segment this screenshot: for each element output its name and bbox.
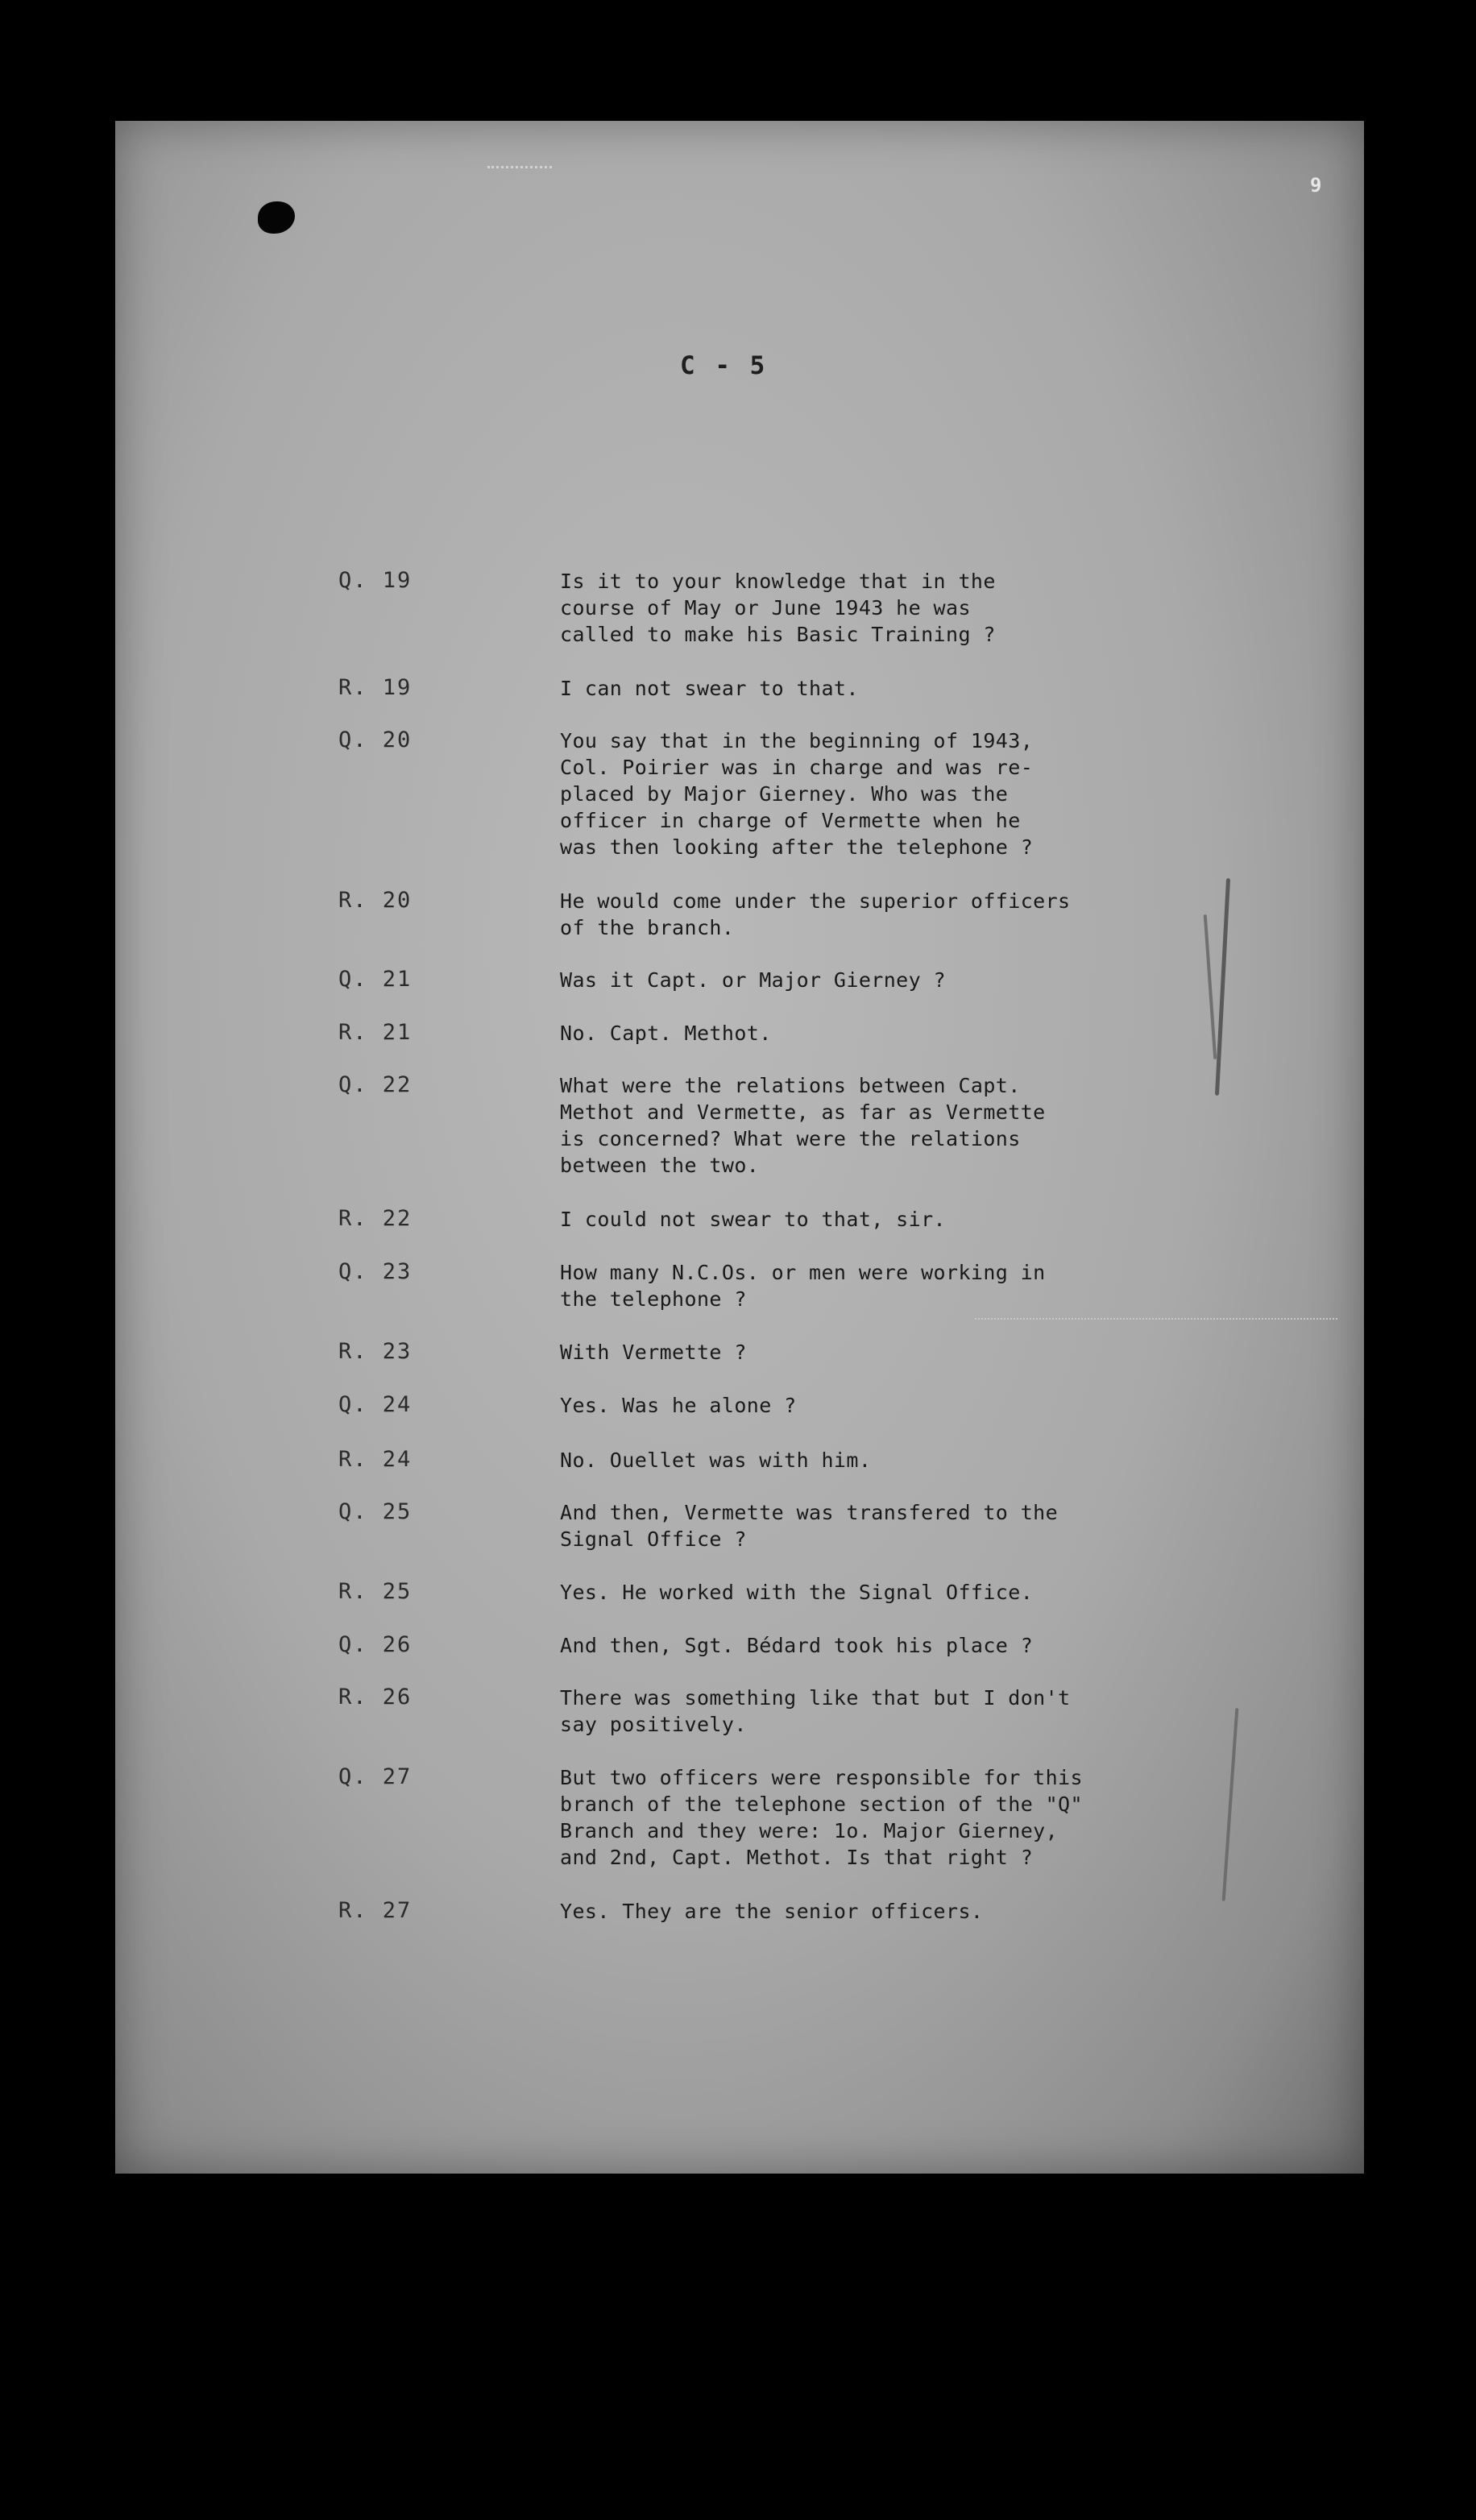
entry-label: Q. 23 — [338, 1259, 413, 1284]
entry-label: R. 23 — [338, 1339, 413, 1364]
frame-number: 9 — [1310, 174, 1322, 197]
entry-text: I can not swear to that. — [560, 677, 859, 700]
entry-label: Q. 19 — [338, 568, 413, 593]
page-title: C - 5 — [680, 351, 768, 380]
entry-label: Q. 20 — [338, 727, 413, 752]
entry-text: Yes. Was he alone ? — [560, 1394, 797, 1417]
entry-label: Q. 24 — [338, 1392, 413, 1417]
entry-text: But two officers were responsible for this branch of the telephone section of the "Q" Branch and they were: 1o. Major Gierney, and 2nd, Capt. Methot. Is that right ? — [560, 1766, 1083, 1869]
entry-label: Q. 25 — [338, 1499, 413, 1524]
entry-text: How many N.C.Os. or men were working in the telephone ? — [560, 1261, 1046, 1311]
entry-label: Q. 21 — [338, 967, 413, 992]
entry-text: There was something like that but I don't say positively. — [560, 1686, 1071, 1736]
entry-label: R. 26 — [338, 1685, 413, 1710]
entry-label: R. 24 — [338, 1447, 413, 1472]
entry-text: You say that in the beginning of 1943, Col. Poirier was in charge and was re- placed by Major Gierney. Who was the officer in charge of Vermette when he was then looking after the telephone ? — [560, 729, 1034, 859]
entry-text: Yes. He worked with the Signal Office. — [560, 1581, 1034, 1604]
entry-text: With Vermette ? — [560, 1341, 747, 1364]
entry-text: Yes. They are the senior officers. — [560, 1900, 984, 1923]
entry-label: Q. 22 — [338, 1072, 413, 1097]
entry-text: No. Capt. Methot. — [560, 1022, 772, 1045]
entry-text: Is it to your knowledge that in the course of May or June 1943 he was called to make his Basic Training ? — [560, 570, 996, 646]
entry-label: R. 21 — [338, 1020, 413, 1045]
entry-label: Q. 26 — [338, 1632, 413, 1657]
entry-label: Q. 27 — [338, 1764, 413, 1789]
entry-text: And then, Sgt. Bédard took his place ? — [560, 1634, 1034, 1657]
entry-text: No. Ouellet was with him. — [560, 1449, 872, 1472]
entry-label: R. 20 — [338, 888, 413, 913]
entry-label: R. 25 — [338, 1579, 413, 1604]
entry-label: R. 19 — [338, 675, 413, 700]
entry-label: R. 27 — [338, 1898, 413, 1923]
entry-text: Was it Capt. or Major Gierney ? — [560, 968, 946, 992]
entry-text: I could not swear to that, sir. — [560, 1208, 946, 1231]
dotted-mark — [487, 166, 552, 168]
entry-label: R. 22 — [338, 1206, 413, 1231]
scan-streak — [975, 1318, 1337, 1320]
entry-text: He would come under the superior officers of the branch. — [560, 889, 1071, 939]
entry-text: What were the relations between Capt. Methot and Vermette, as far as Vermette is concerned? What were the relations between the two. — [560, 1074, 1046, 1177]
entry-text: And then, Vermette was transfered to the Signal Office ? — [560, 1501, 1059, 1551]
